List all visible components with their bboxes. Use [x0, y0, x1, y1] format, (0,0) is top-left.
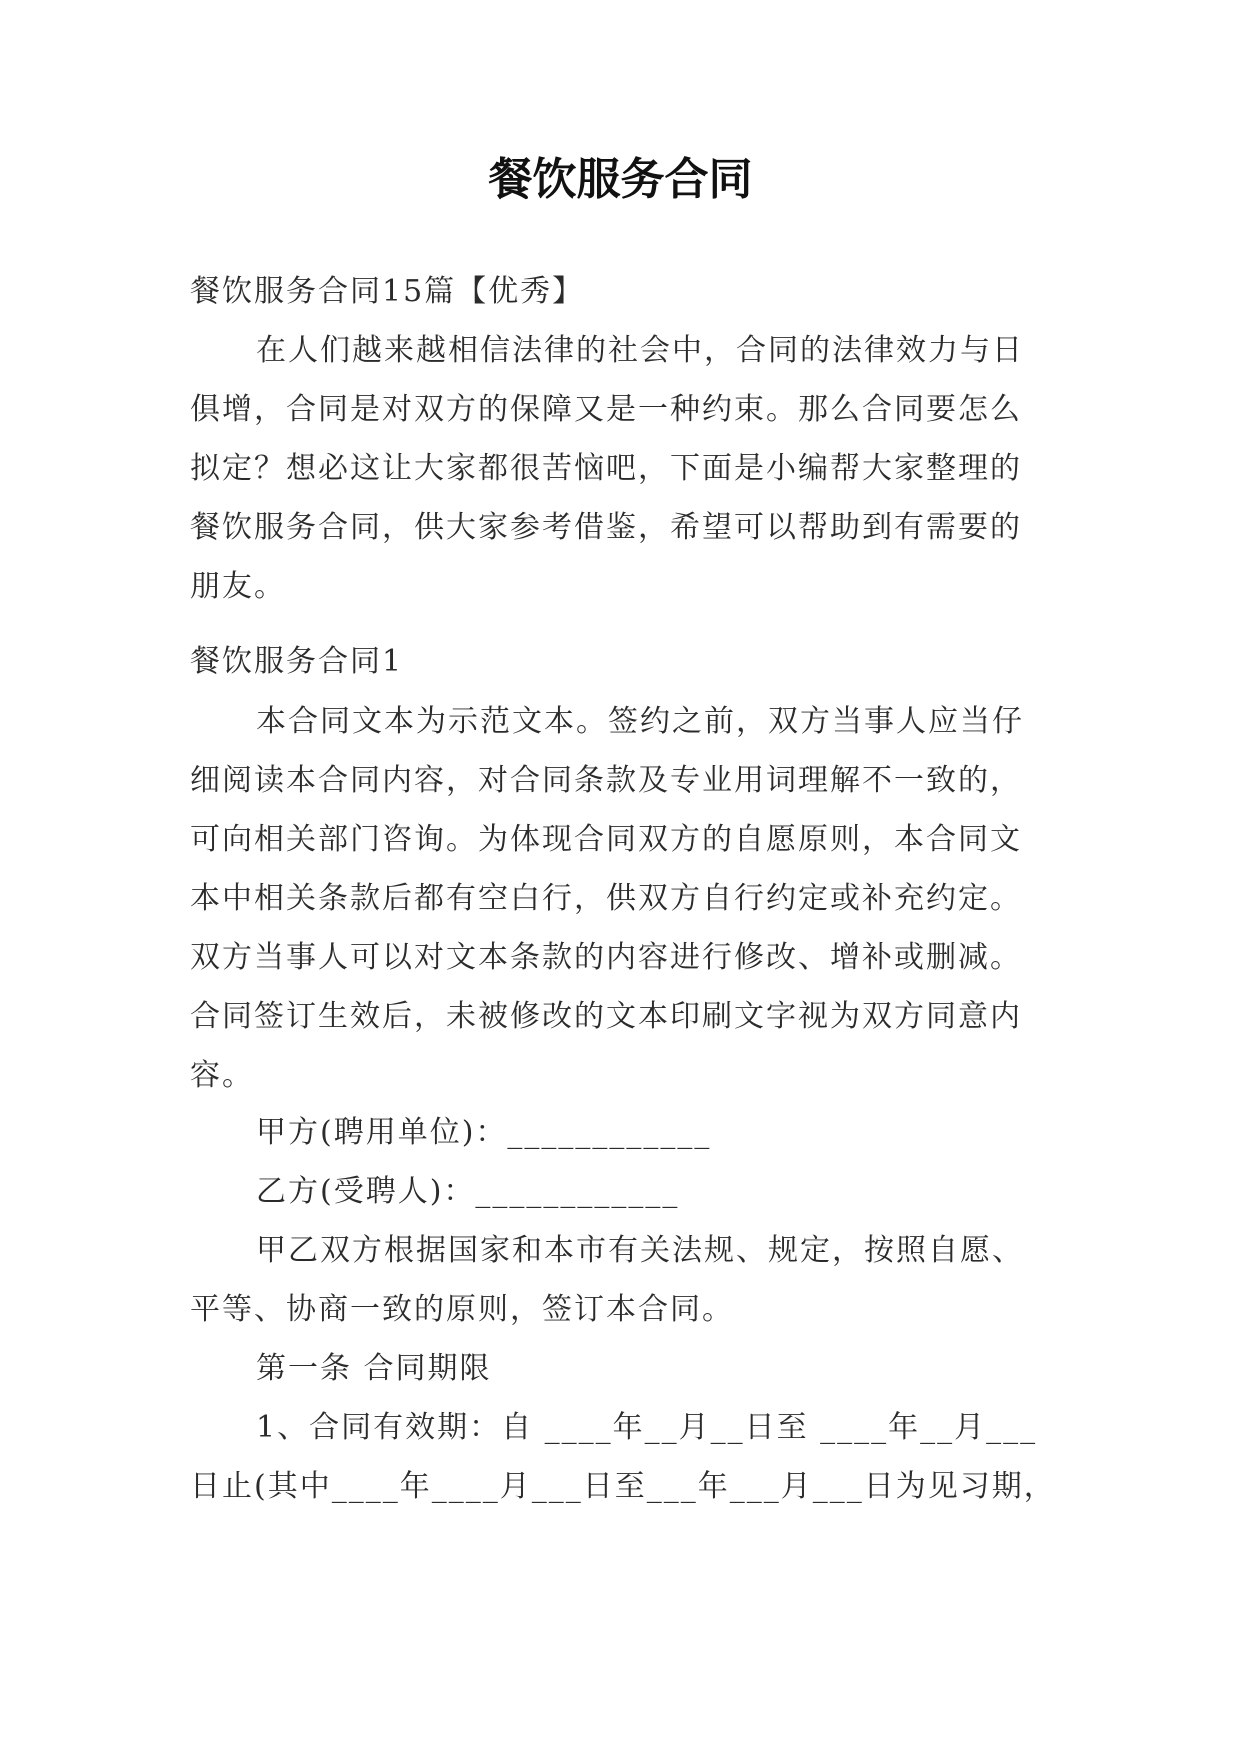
paragraph-line: 双方当事人可以对文本条款的内容进行修改、增补或删减。 [190, 940, 1022, 975]
paragraph-line: 朋友。 [190, 569, 286, 604]
paragraph-line: 拟定？想必这让大家都很苦恼吧，下面是小编帮大家整理的 [190, 451, 1022, 486]
paragraph-line: 餐饮服务合同，供大家参考借鉴，希望可以帮助到有需要的 [190, 510, 1022, 545]
document-subtitle [190, 262, 1070, 321]
party-a-text: 甲方(聘用单位)：____________ [256, 1115, 712, 1150]
party-a-line [190, 1103, 1070, 1162]
paragraph-line: 1、合同有效期：自 ____年__月__日至 ____年__月___ [256, 1410, 1038, 1445]
paragraph-line: 可向相关部门咨询。为体现合同双方的自愿原则，本合同文 [190, 822, 1022, 857]
agreement-paragraph [190, 1221, 1070, 1339]
paragraph-line: 细阅读本合同内容，对合同条款及专业用词理解不一致的， [190, 763, 1022, 798]
paragraph-line: 本合同文本为示范文本。签约之前，双方当事人应当仔 [256, 704, 1024, 739]
term-paragraph [190, 1398, 1070, 1516]
paragraph-line: 平等、协商一致的原则，签订本合同。 [190, 1292, 734, 1327]
paragraph-line: 俱增，合同是对双方的保障又是一种约束。那么合同要怎么 [190, 392, 1022, 427]
party-b-line [190, 1162, 1070, 1221]
paragraph-line: 甲乙双方根据国家和本市有关法规、规定，按照自愿、 [256, 1233, 1024, 1268]
paragraph-line: 容。 [190, 1058, 254, 1093]
section-heading [190, 632, 1070, 691]
paragraph-line: 本中相关条款后都有空白行，供双方自行约定或补充约定。 [190, 881, 1022, 916]
party-b-text: 乙方(受聘人)：____________ [256, 1174, 680, 1209]
subtitle-text: 餐饮服务合同15篇【优秀】 [190, 274, 585, 309]
section-heading-text: 餐饮服务合同1 [190, 644, 404, 679]
document-title: 餐饮服务合同 [488, 154, 753, 205]
article-heading [190, 1339, 1070, 1398]
paragraph-line: 日止(其中____年____月___日至___年___月___日为见习期， [190, 1469, 1056, 1504]
paragraph-line: 在人们越来越相信法律的社会中，合同的法律效力与日 [256, 333, 1024, 368]
notice-paragraph [190, 692, 1070, 1105]
paragraph-line: 合同签订生效后，未被修改的文本印刷文字视为双方同意内 [190, 999, 1022, 1034]
article-heading-text: 第一条 合同期限 [256, 1351, 492, 1386]
intro-paragraph [190, 321, 1070, 616]
